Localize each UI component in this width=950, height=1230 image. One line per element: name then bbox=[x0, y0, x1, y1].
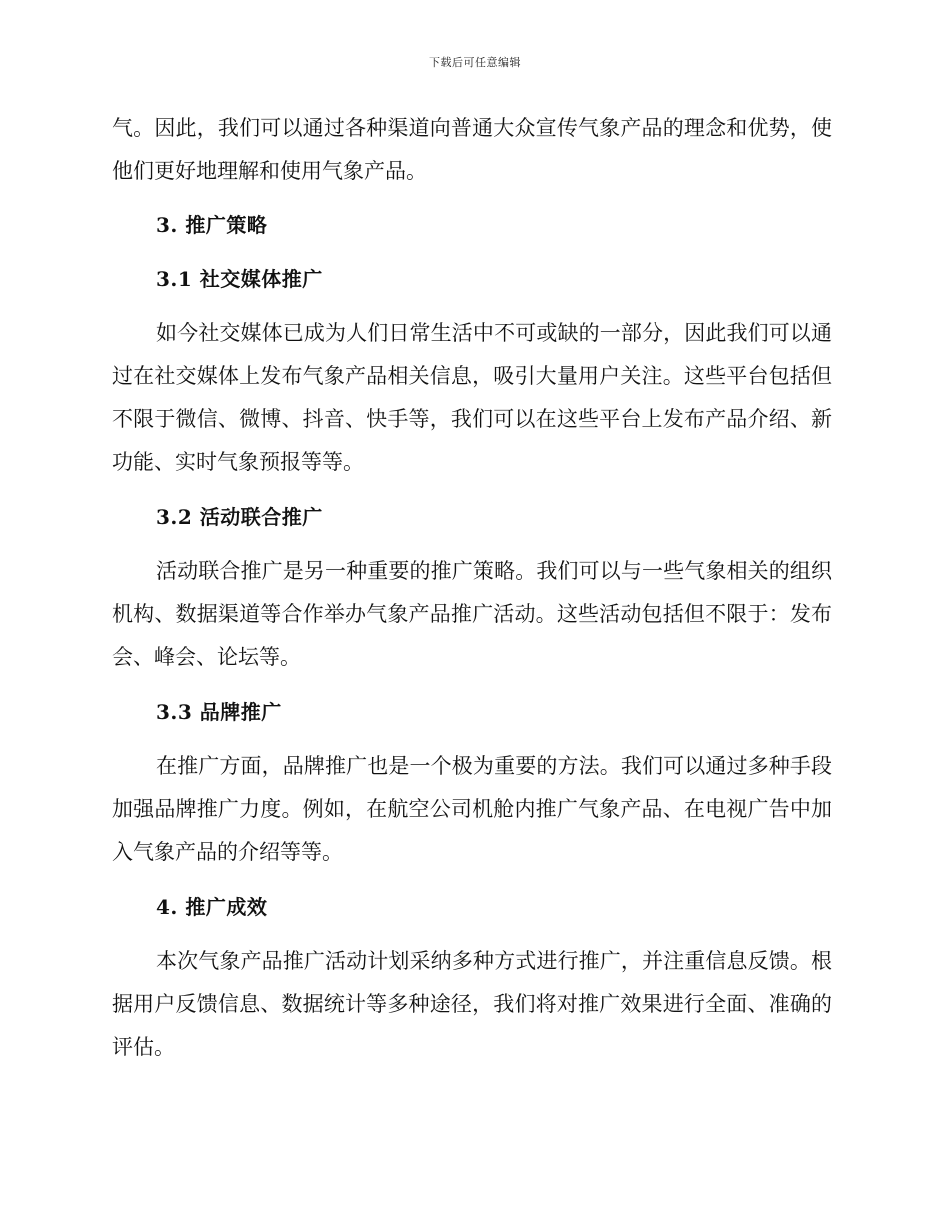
document-body bbox=[112, 107, 832, 1069]
intro-paragraph: 气。因此，我们可以通过各种渠道向普通大众宣传气象产品的理念和优势，使他们更好地理解和使用气象产品。 bbox=[112, 116, 832, 183]
section-3-2-paragraph: 活动联合推广是另一种重要的推广策略。我们可以与一些气象相关的组织机构、数据渠道等合作举办气象产品推广活动。这些活动包括但不限于：发布会、峰会、论坛等。 bbox=[112, 559, 832, 669]
section-3-heading: 3. 推广策略 bbox=[156, 213, 268, 237]
section-4-heading: 4. 推广成效 bbox=[156, 895, 268, 919]
section-3-2-heading: 3.2 活动联合推广 bbox=[156, 505, 323, 529]
section-3-3-paragraph: 在推广方面，品牌推广也是一个极为重要的方法。我们可以通过多种手段加强品牌推广力度。例如，在航空公司机舱内推广气象产品、在电视广告中加入气象产品的介绍等等。 bbox=[112, 754, 832, 864]
page-header-note: 下载后可任意编辑 bbox=[429, 56, 521, 69]
section-4-paragraph: 本次气象产品推广活动计划采纳多种方式进行推广，并注重信息反馈。根据用户反馈信息、数据统计等多种途径，我们将对推广效果进行全面、准确的评估。 bbox=[112, 949, 832, 1059]
section-3-3-heading: 3.3 品牌推广 bbox=[156, 700, 282, 724]
section-3-1-heading: 3.1 社交媒体推广 bbox=[156, 267, 323, 291]
section-3-1-paragraph: 如今社交媒体已成为人们日常生活中不可或缺的一部分，因此我们可以通过在社交媒体上发布气象产品相关信息，吸引大量用户关注。这些平台包括但不限于微信、微博、抖音、快手等，我们可以在这些平台上发布产品介绍、新功能、实时气象预报等等。 bbox=[112, 321, 832, 474]
